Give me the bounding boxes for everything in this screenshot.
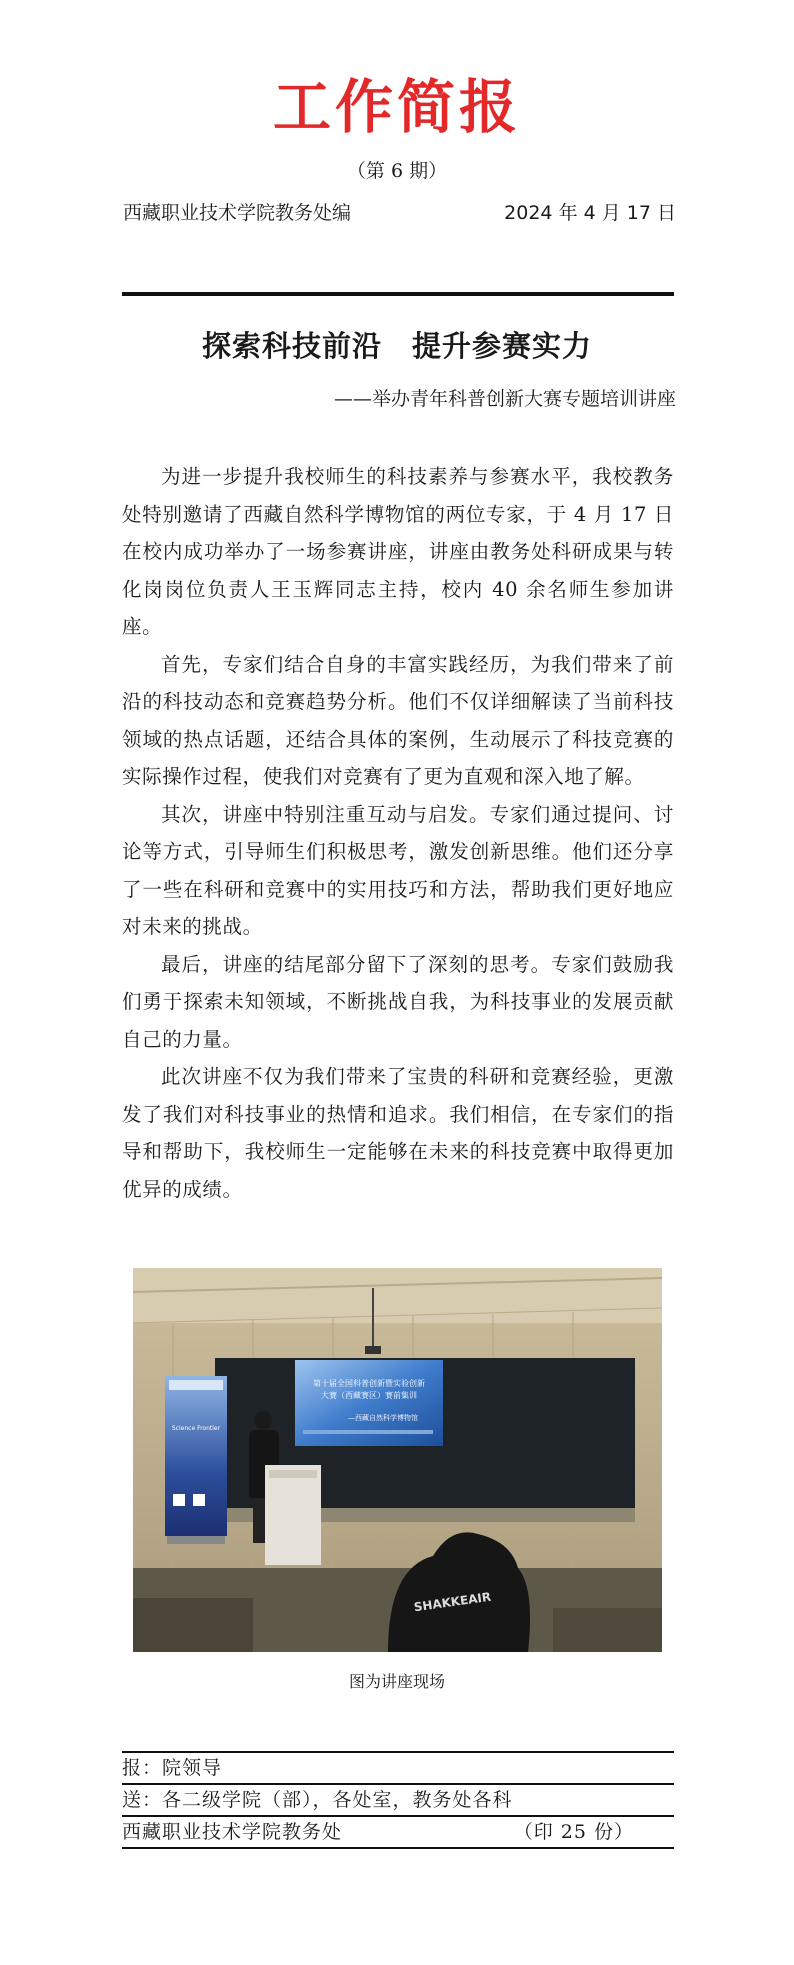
paragraph: 最后，讲座的结尾部分留下了深刻的思考。专家们鼓励我们勇于探索未知领域，不断挑战自我，为科技事业的发展贡献自己的力量。	[122, 952, 674, 1051]
send-to-line: 送：各二级学院（部），各处室，教务处各科	[122, 1789, 513, 1811]
paragraph: 为进一步提升我校师生的科技素养与参赛水平，我校教务处特别邀请了西藏自然科学博物馆的两位专家，于 4 月 17 日在校内成功举办了一场参赛讲座，讲座由教务处科研成果与转化岗岗位负责人王玉辉同志主持，校内 40 余名师生参加讲座。	[122, 465, 674, 638]
screen-line: 第十届全国科普创新暨实验创新	[313, 1379, 425, 1388]
issuer-row	[122, 1817, 674, 1847]
editor-line: 西藏职业技术学院教务处编	[123, 202, 352, 224]
issuer-name: 西藏职业技术学院教务处	[122, 1821, 343, 1843]
lecture-photo	[133, 1268, 662, 1652]
paragraph: 其次，讲座中特别注重互动与启发。专家们通过提问、讨论等方式，引导师生们积极思考，激发创新思维。他们还分享了一些在科研和竞赛中的实用技巧和方法，帮助我们更好地应对未来的挑战。	[122, 802, 674, 938]
report-to-line: 报：院领导	[122, 1757, 223, 1779]
copies-count: （印 25 份）	[513, 1821, 634, 1843]
jacket-text: SHAKKEAIR	[412, 1589, 492, 1615]
banner-text: Science Frontier	[171, 1425, 221, 1432]
paragraph: 此次讲座不仅为我们带来了宝贵的科研和竞赛经验，更激发了我们对科技事业的热情和追求。我们相信，在专家们的指导和帮助下，我校师生一定能够在未来的科技竞赛中取得更加优异的成绩。	[122, 1065, 674, 1201]
photo-caption: 图为讲座现场	[348, 1672, 445, 1691]
bulletin-title: 工作简报	[272, 73, 521, 141]
divider	[122, 1847, 674, 1849]
article-headline: 探索科技前沿 提升参赛实力	[201, 329, 592, 363]
paragraph: 首先，专家们结合自身的丰富实践经历，为我们带来了前沿的科技动态和竞赛趋势分析。他们不仅详细解读了当前科技领域的热点话题，还结合具体的案例，生动展示了科技竞赛的实际操作过程，使我们对竞赛有了更为直观和深入地了解。	[122, 652, 674, 788]
article-body	[122, 458, 674, 1208]
article-subheadline: ——举办青年科普创新大赛专题培训讲座	[333, 388, 676, 410]
distribution-block	[122, 1751, 674, 1849]
issue-number: （第 6 期）	[346, 160, 448, 182]
screen-line: 大赛（西藏赛区）赛前集训	[321, 1391, 417, 1400]
issue-date: 2024 年 4 月 17 日	[504, 202, 676, 224]
screen-line: —西藏自然科学博物馆	[348, 1414, 418, 1422]
header-divider	[122, 292, 674, 296]
